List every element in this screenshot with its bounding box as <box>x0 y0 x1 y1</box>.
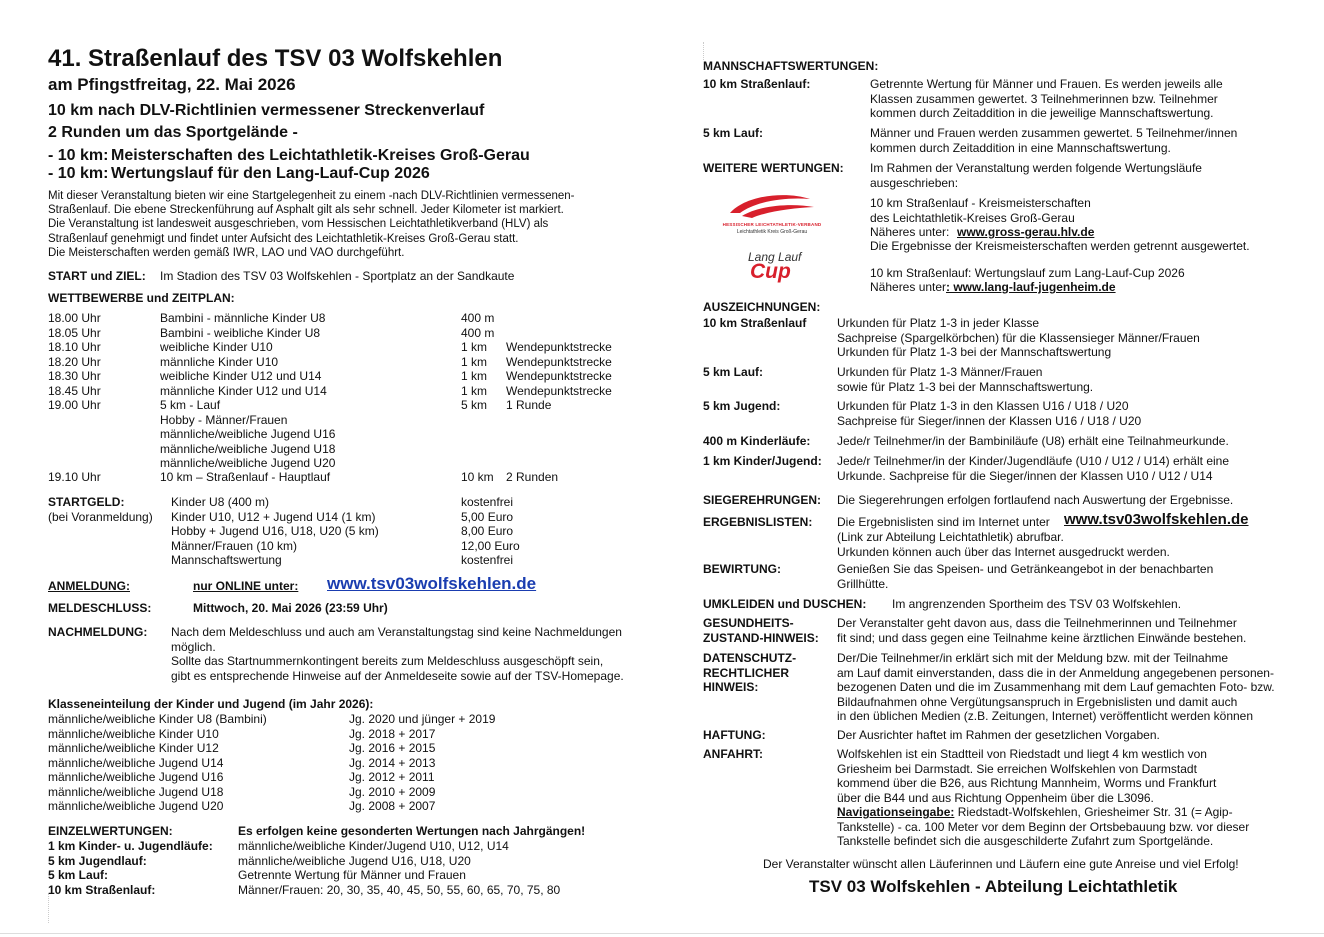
subtitle-championship: Meisterschaften des Leichtathletik-Kreises Groß-Gerau <box>111 147 530 164</box>
datenschutz-label: DATENSCHUTZ- RECHTLICHER HINWEIS: <box>703 651 797 694</box>
startgeld-label: STARTGELD: <box>48 495 125 509</box>
anfahrt-text: Wolfskehlen ist ein Stadtteil von Riedstadt und liegt 4 km westlich von Griesheim bei Darmstadt. Sie erreichen Wolfskehlen von Darmstadt kommend über die B26, aus Richtung Mannheim, Worms und Frankfurt über die B44 und aus Richtung Oppenheim über die L3096. Navigationseingabe: Riedstadt-Wolfskehlen, Griesheimer Str. 31 (= Agip- Tankstelle) - ca. 100 Meter vor dem Beginn der Ortsbebauung bzw. vor dieser Tankstelle befindet sich die ausgeschilderte Zufahrt zum Sportgelände. <box>837 747 1250 848</box>
weitere-label: WEITERE WERTUNGEN: <box>703 161 844 175</box>
award-5kmjugend-label: 5 km Jugend: <box>703 399 781 413</box>
meldeschluss-text: Mittwoch, 20. Mai 2026 (23:59 Uhr) <box>193 601 388 615</box>
kreis-link[interactable]: www.gross-gerau.hlv.de <box>957 225 1095 239</box>
awards-label: AUSZEICHNUNGEN: <box>703 300 821 314</box>
nav-label: Navigationseingabe: <box>837 805 955 819</box>
klassen-classes: männliche/weibliche Kinder U8 (Bambini) männliche/weibliche Kinder U10 männliche/weibliche Kinder U12 männliche/weibliche Jugend U14 männliche/weibliche Jugend U16 männliche/weibliche Jugend U18 männliche/weibliche Jugend U20 <box>48 712 267 813</box>
ergeb-more: (Link zur Abteilung Leichtathletik) abrufbar. Urkunden können auch über das Internet ausgedruckt werden. <box>837 530 1170 559</box>
klassen-title: Klasseneinteilung der Kinder und Jugend (im Jahr 2026): <box>48 697 374 711</box>
event-date: am Pfingstfreitag, 22. Mai 2026 <box>48 75 296 94</box>
sieger-label: SIEGEREHRUNGEN: <box>703 493 822 507</box>
kreis-naeheres: Näheres unter: <box>870 225 950 239</box>
m5-label: 5 km Lauf: <box>703 126 764 140</box>
ergeb-label: ERGEBNISLISTEN: <box>703 515 813 529</box>
award-5kmjugend-text: Urkunden für Platz 1-3 in den Klassen U16 / U18 / U20 Sachpreise für Sieger/innen der Klassen U16 / U18 / U20 <box>837 399 1142 428</box>
startgeld-sub: (bei Voranmeldung) <box>48 510 153 524</box>
klassen-years: Jg. 2020 und jünger + 2019 Jg. 2018 + 2017 Jg. 2016 + 2015 Jg. 2014 + 2013 Jg. 2012 + 2011 Jg. 2010 + 2009 Jg. 2008 + 2007 <box>349 712 496 813</box>
subtitle-dist-1: - 10 km: <box>48 147 109 164</box>
schedule-note-main: 2 Runden <box>506 470 559 484</box>
kreis-text: 10 km Straßenlauf - Kreismeisterschaften des Leichtathletik-Kreises Groß-Gerau <box>870 196 1091 225</box>
page-guide <box>48 893 49 923</box>
gesundheit-label: GESUNDHEITS- ZUSTAND-HINWEIS: <box>703 616 819 645</box>
award-5km-label: 5 km Lauf: <box>703 365 764 379</box>
haftung-text: Der Ausrichter haftet im Rahmen der gesetzlichen Vorgaben. <box>837 728 1160 742</box>
award-1km-text: Jede/r Teilnehmer/in der Kinder/Jugendläufe (U10 / U12 / U14) erhält eine Urkunde. Sachpreise für die Sieger/innen der Klassen U10 / U12 / U14 <box>837 454 1230 483</box>
closing-note: Der Veranstalter wünscht allen Läuferinnen und Läufern eine gute Anreise und viel Erfolg! <box>763 857 1239 871</box>
subtitle-cup: Wertungslauf für den Lang-Lauf-Cup 2026 <box>111 165 430 182</box>
meldeschluss-label: MELDESCHLUSS: <box>48 601 152 615</box>
award-400m-label: 400 m Kinderläufe: <box>703 434 811 448</box>
award-10km-text: Urkunden für Platz 1-3 in jeder Klasse Sachpreise (Spargelkörbchen) für die Klassensieger Männer/Frauen Urkunden für Platz 1-3 bei der Mannschaftswertung <box>837 316 1200 359</box>
nachmeldung-text: Nach dem Meldeschluss und auch am Veranstaltungstag sind keine Nachmeldungen möglich. Sollte das Startnummernkontingent bereits zum Meldeschluss ausgeschöpft sein, gibt es entsprechende Hinweise auf der Anmeldeseite sowie auf der TSV-Homepage. <box>171 625 624 683</box>
subtitle-rounds: 2 Runden um das Sportgelände - <box>48 124 298 141</box>
page-title: 41. Straßenlauf des TSV 03 Wolfskehlen <box>48 45 503 72</box>
schedule-dist-main: 10 km <box>461 470 494 484</box>
m5-text: Männer und Frauen werden zusammen gewertet. 5 Teilnehmer/innen kommen durch Zeitaddition in eine Mannschaftswertung. <box>870 126 1238 155</box>
schedule-distances: 400 m 400 m 1 km 1 km 1 km 1 km 5 km <box>461 311 495 412</box>
anmeldung-text: nur ONLINE unter: <box>193 579 299 593</box>
bewirtung-text: Genießen Sie das Speisen- und Getränkeangebot in der benachbarten Grillhütte. <box>837 562 1214 591</box>
fee-prices: kostenfrei 5,00 Euro 8,00 Euro 12,00 Euro kostenfrei <box>461 495 520 567</box>
award-10km-label: 10 km Straßenlauf <box>703 316 807 330</box>
cup-naeheres: Näheres unter <box>870 280 947 294</box>
schedule-events: Bambini - männliche Kinder U8 Bambini - weibliche Kinder U8 weibliche Kinder U10 männliche Kinder U10 weibliche Kinder U12 und U14 männliche Kinder U12 und U14 5 km - Lauf Hobby - Männer/Frauen männliche/weibliche Jugend U16 männliche/weibliche Jugend U18 männliche/weibliche Jugend U20 <box>160 311 336 470</box>
bewirtung-label: BEWIRTUNG: <box>703 562 781 576</box>
gesundheit-text: Der Veranstalter geht davon aus, dass die Teilnehmerinnen und Teilnehmer fit sind; und dass gegen eine Teilnahme keine ärztlichen Einwände bestehen. <box>837 616 1247 645</box>
sieger-text: Die Siegerehrungen erfolgen fortlaufend nach Auswertung der Ergebnisse. <box>837 493 1234 507</box>
umkleiden-label: UMKLEIDEN und DUSCHEN: <box>703 597 867 611</box>
hlv-logo: HESSISCHER LEICHTATHLETIK-VERBAND Leichtathletik Kreis Groß-Gerau <box>716 191 828 243</box>
weitere-text: Im Rahmen der Veranstaltung werden folgende Wertungsläufe ausgeschrieben: <box>870 161 1202 190</box>
schedule-heading: WETTBEWERBE und ZEITPLAN: <box>48 291 235 305</box>
mannschaft-label: MANNSCHAFTSWERTUNGEN: <box>703 59 879 73</box>
schedule-notes: Wendepunktstrecke Wendepunktstrecke Wendepunktstrecke Wendepunktstrecke 1 Runde <box>506 340 612 412</box>
kreis-note: Die Ergebnisse der Kreismeisterschaften werden getrennt ausgewertet. <box>870 239 1250 253</box>
m10-text: Getrennte Wertung für Männer und Frauen. Es werden jeweils alle Klassen zusammen gewertet. 3 Teilnehmerinnen bzw. Teilnehmer kommen durch Zeitaddition in die jeweilige Mannschaftswertung. <box>870 77 1223 120</box>
nachmeldung-label: NACHMELDUNG: <box>48 625 148 639</box>
cup-link[interactable]: : www.lang-lauf-jugenheim.de <box>946 280 1116 294</box>
page-guide <box>703 42 704 60</box>
page-edge <box>0 933 1324 934</box>
award-400m-text: Jede/r Teilnehmer/in der Bambiniläufe (U8) erhält eine Teilnahmeurkunde. <box>837 434 1229 448</box>
datenschutz-text: Der/Die Teilnehmer/in erklärt sich mit der Meldung bzw. mit der Teilnahme am Lauf damit einverstanden, dass die in der Anmeldung angegebenen personen- bezogenen Daten und die im Zusammenhang mit dem Lauf gemachten Foto- bzw. Bildaufnahmen ohne Vergütungsanspruch in Ergebnislisten und damit auch in den üblichen Medien (z.B. Zeitungen, Internet) veröffentlicht werden können <box>837 651 1275 723</box>
einzel-heading: Es erfolgen keine gesonderten Wertungen nach Jahrgängen! <box>238 824 586 838</box>
schedule-event-main: 10 km – Straßenlauf - Hauptlauf <box>160 470 331 484</box>
schedule-times: 18.00 Uhr 18.05 Uhr 18.10 Uhr 18.20 Uhr 18.30 Uhr 18.45 Uhr 19.00 Uhr <box>48 311 101 412</box>
award-1km-label: 1 km Kinder/Jugend: <box>703 454 822 468</box>
einzel-keys: 1 km Kinder- u. Jugendläufe: 5 km Jugendlauf: 5 km Lauf: 10 km Straßenlauf: <box>48 839 213 897</box>
start-label: START und ZIEL: <box>48 269 146 283</box>
award-5km-text: Urkunden für Platz 1-3 Männer/Frauen sowie für Platz 1-3 bei der Mannschaftswertung. <box>837 365 1094 394</box>
nav-address: Riedstadt-Wolfskehlen, Griesheimer Str. 31 (= Agip- <box>954 805 1233 819</box>
subtitle-course: 10 km nach DLV-Richtlinien vermessener Streckenverlauf <box>48 102 485 119</box>
footer-organizer: TSV 03 Wolfskehlen - Abteilung Leichtathletik <box>809 877 1178 896</box>
haftung-label: HAFTUNG: <box>703 728 766 742</box>
m10-label: 10 km Straßenlauf: <box>703 77 811 91</box>
umkleiden-text: Im angrenzenden Sportheim des TSV 03 Wolfskehlen. <box>892 597 1182 611</box>
anmeldung-label: ANMELDUNG: <box>48 579 130 593</box>
schedule-time-main: 19.10 Uhr <box>48 470 101 484</box>
cup-text: 10 km Straßenlauf: Wertungslauf zum Lang-Lauf-Cup 2026 <box>870 266 1185 280</box>
intro-text: Mit dieser Veranstaltung bieten wir eine Startgelegenheit zu einem -nach DLV-Richtlinien vermessenen- Straßenlauf. Die ebene Streckenführung auf Asphalt gilt als sehr schnell. Jeder Kilometer ist markiert. Die Veranstaltung ist landesweit ausgeschrieben, vom Hessischen Leichtathletikverband (HLV) als Straßenlauf genehmigt und findet unter Aufsicht des Leichtathletik-Kreises Groß-Gerau statt. Die Meisterschaften werden gemäß IWR, LAO und VAO durchgeführt. <box>48 190 575 259</box>
anfahrt-label: ANFAHRT: <box>703 747 763 761</box>
registration-link[interactable]: www.tsv03wolfskehlen.de <box>327 574 537 593</box>
results-link[interactable]: www.tsv03wolfskehlen.de <box>1064 511 1249 528</box>
hlv-swoosh-icon <box>716 191 828 225</box>
subtitle-dist-2: - 10 km: <box>48 165 109 182</box>
einzel-values: männliche/weibliche Kinder/Jugend U10, U12, U14 männliche/weibliche Jugend U16, U18, U20 Getrennte Wertung für Männer und Frauen Männer/Frauen: 20, 30, 35, 40, 45, 50, 55, 60, 65, 70, 75, 80 <box>238 839 561 897</box>
langlauf-cup-logo: Lang Lauf Cup <box>748 250 802 283</box>
ergeb-text: Die Ergebnislisten sind im Internet unter <box>837 515 1050 529</box>
einzel-label: EINZELWERTUNGEN: <box>48 824 173 838</box>
start-text: Im Stadion des TSV 03 Wolfskehlen - Sportplatz an der Sandkaute <box>160 269 515 283</box>
fee-categories: Kinder U8 (400 m) Kinder U10, U12 + Jugend U14 (1 km) Hobby + Jugend U16, U18, U20 (5 km) Männer/Frauen (10 km) Mannschaftswertung <box>171 495 379 567</box>
